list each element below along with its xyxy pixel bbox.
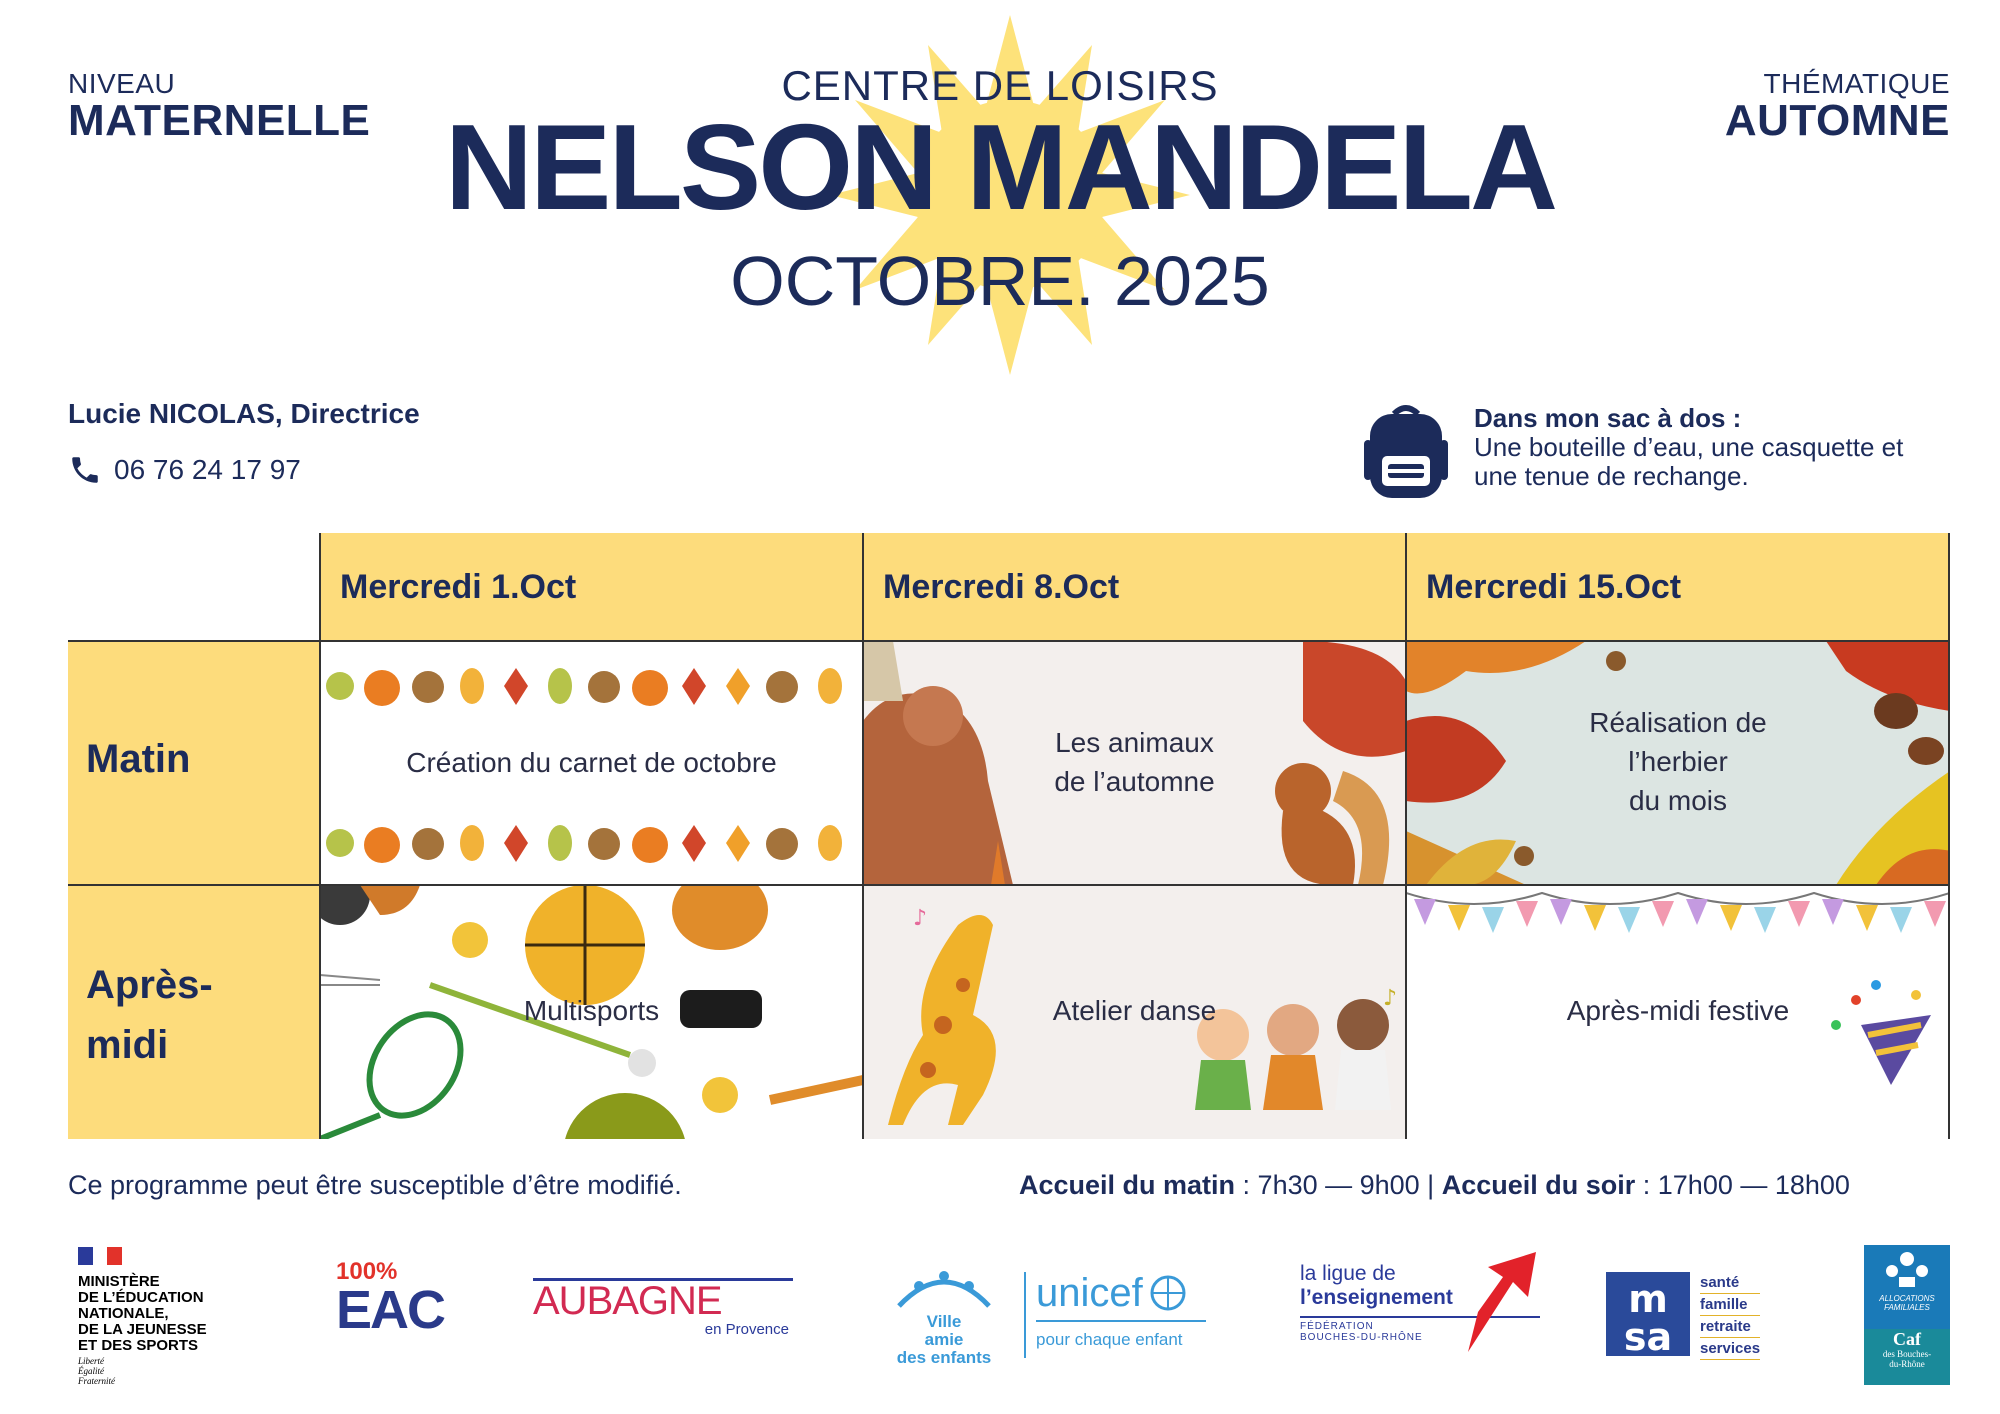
- morning-hours: : 7h30 — 9h00 |: [1235, 1170, 1442, 1200]
- french-flag-icon: [78, 1247, 122, 1265]
- backpack-icon: [1364, 400, 1448, 500]
- children-circle-icon: [889, 1268, 999, 1308]
- activity-cell-afternoon-1: [320, 885, 863, 1139]
- activity-text-morning-2: Les animaux de l’automne: [1054, 727, 1215, 797]
- ville-amie-logo: Ville amie des enfants: [884, 1268, 1004, 1367]
- ministere-logo: MINISTÈRE DE L’ÉDUCATION NATIONALE, DE LA JEUNESSE ET DES SPORTS Liberté Égalité Fraternité: [78, 1247, 238, 1386]
- level-label: NIVEAU: [68, 68, 176, 99]
- activity-text-morning-3: Réalisation de l’herbier du mois: [1589, 707, 1767, 816]
- director-name: Lucie NICOLAS, Directrice: [68, 398, 420, 429]
- centre-label: CENTRE DE LOISIRS: [781, 62, 1219, 109]
- grid-line: [1405, 533, 1407, 1139]
- backpack-line-2: une tenue de rechange.: [1474, 461, 1749, 491]
- red-arrow-icon: [1458, 1252, 1538, 1362]
- grid-line: [68, 884, 1950, 886]
- phone-row: [68, 453, 301, 487]
- activity-cell-afternoon-2: [863, 885, 1406, 1139]
- grid-line: [862, 533, 864, 1139]
- activity-cell-morning-2: [863, 641, 1406, 885]
- msa-mark-icon: [1606, 1272, 1690, 1356]
- row-label-morning: Matin: [68, 641, 320, 885]
- morning-label: Accueil du matin: [1019, 1170, 1236, 1200]
- backpack-heading: Dans mon sac à dos :: [1474, 403, 1742, 433]
- unicef-logo: unicef pour chaque enfant: [1036, 1272, 1206, 1350]
- evening-label: Accueil du soir: [1441, 1170, 1636, 1200]
- month-label: OCTOBRE. 2025: [730, 242, 1270, 320]
- grid-line: [1948, 533, 1950, 1139]
- theme-value: AUTOMNE: [1724, 96, 1950, 145]
- activity-cell-afternoon-3: [1406, 885, 1950, 1139]
- grid-line: [68, 640, 1950, 642]
- activity-text-afternoon-3: Après-midi festive: [1566, 995, 1790, 1026]
- level-value: MATERNELLE: [68, 96, 371, 145]
- backpack-line-1: Une bouteille d’eau, une casquette et: [1474, 432, 1904, 462]
- row-label-afternoon: Après- midi: [68, 885, 320, 1139]
- theme-label: THÉMATIQUE: [1763, 68, 1950, 99]
- msa-logo: m sa santé famille retraite services: [1606, 1272, 1806, 1360]
- grid-line: [319, 533, 321, 1139]
- activity-text-afternoon-2: Atelier danse: [1052, 995, 1217, 1026]
- day-header-2: Mercredi 8.Oct: [863, 533, 1406, 641]
- caf-family-icon: [1877, 1249, 1937, 1289]
- disclaimer-text: Ce programme peut être susceptible d’être modifié.: [68, 1170, 682, 1200]
- day-header-1: Mercredi 1.Oct: [320, 533, 863, 641]
- caf-logo: ALLOCATIONS FAMILIALES Caf des Bouches- du-Rhône: [1864, 1245, 1950, 1385]
- phone-number: 06 76 24 17 97: [114, 454, 301, 485]
- day-header-3: Mercredi 15.Oct: [1406, 533, 1950, 641]
- svg-text:♪: ♪: [1383, 986, 1398, 1011]
- svg-text:sa: sa: [1623, 1315, 1673, 1356]
- schedule-table: [68, 533, 1950, 1139]
- globe-icon: [1149, 1274, 1187, 1312]
- activity-cell-morning-1: [320, 641, 863, 885]
- eac-logo: 100% EAC: [336, 1258, 445, 1340]
- activity-cell-morning-3: [1406, 641, 1950, 885]
- svg-text:m: m: [1628, 1277, 1668, 1321]
- page-title: NELSON MANDELA: [444, 99, 1556, 235]
- evening-hours: : 17h00 — 18h00: [1635, 1170, 1850, 1200]
- backpack-text: [1474, 404, 1944, 491]
- aubagne-logo: AUBAGNE en Provence: [533, 1278, 793, 1338]
- phone-icon: [68, 453, 102, 487]
- logo-divider: [1024, 1272, 1026, 1358]
- svg-text:♪: ♪: [913, 906, 928, 931]
- activity-text-morning-1: Création du carnet de octobre: [406, 747, 777, 778]
- ligue-enseignement-logo: la ligue de l’enseignement FÉDÉRATION BOUCHES-DU-RHÔNE: [1300, 1262, 1540, 1343]
- opening-hours: [1019, 1170, 1850, 1201]
- activity-text-afternoon-1: Multisports: [523, 995, 660, 1026]
